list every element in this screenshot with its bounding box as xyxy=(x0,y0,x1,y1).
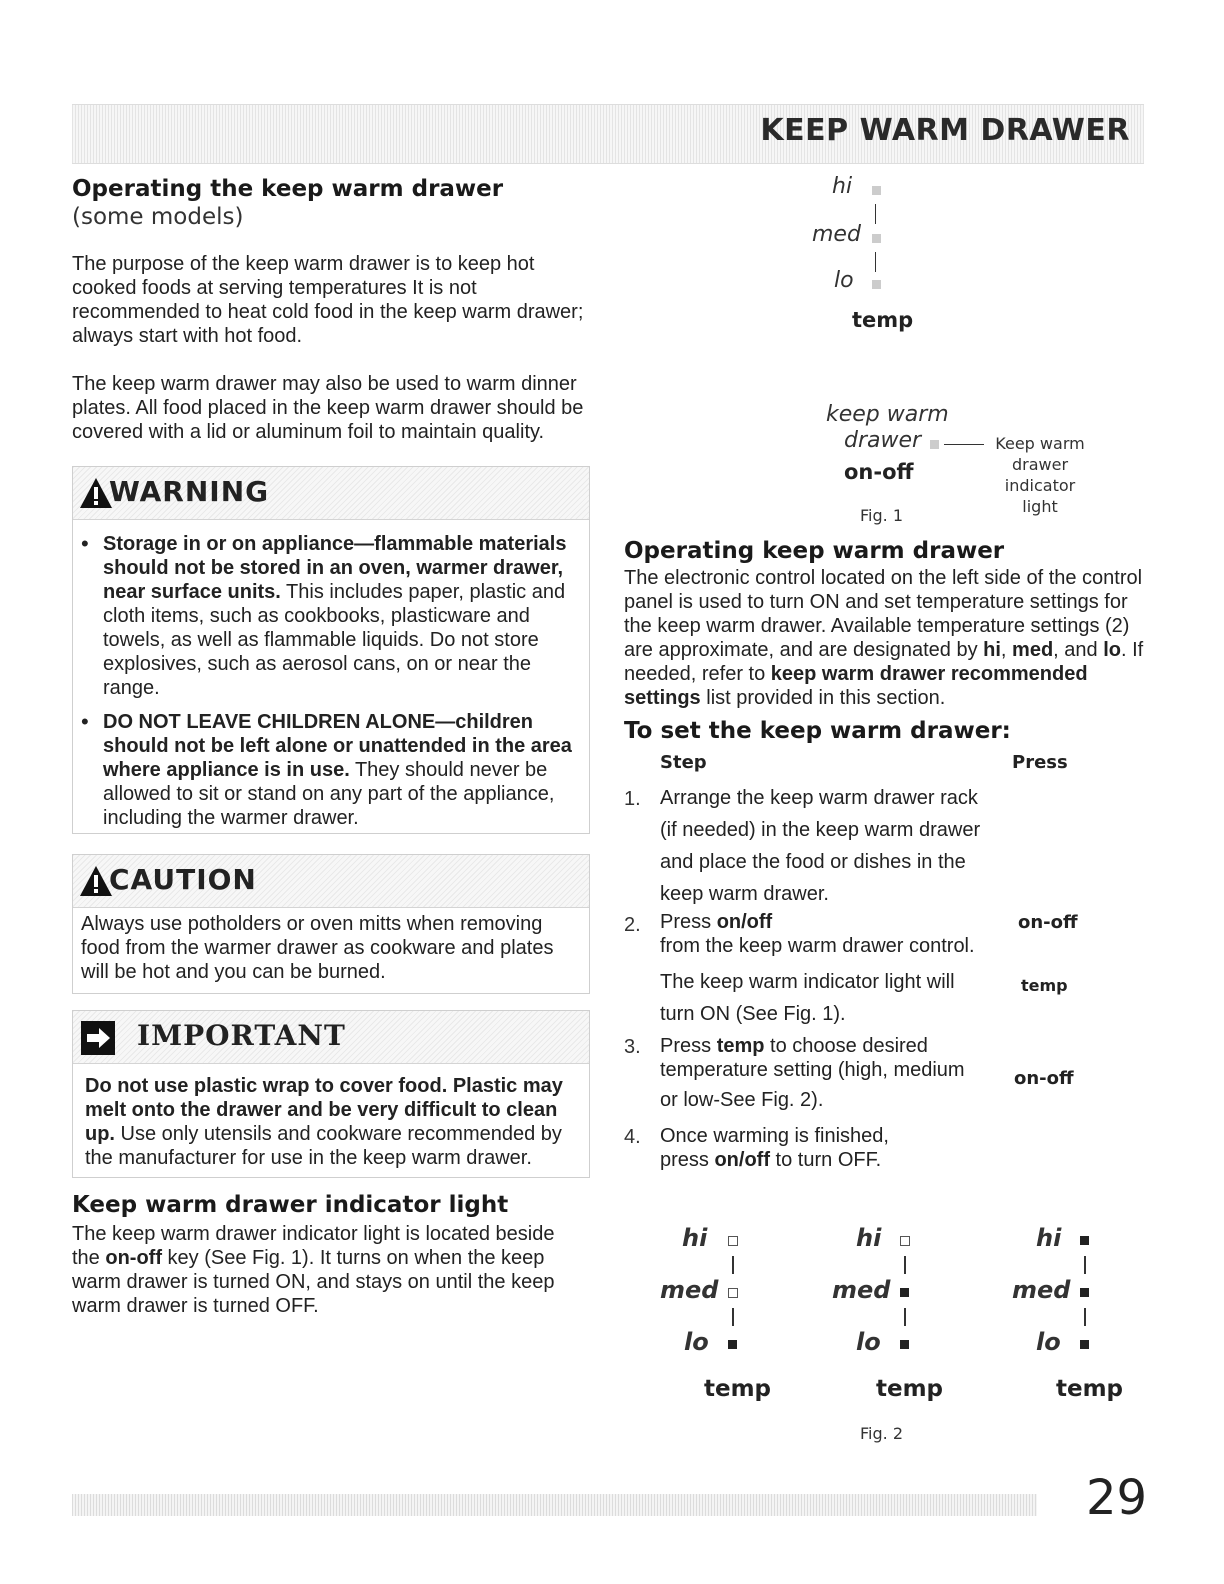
header-bar xyxy=(72,104,1144,164)
operating-section xyxy=(72,176,587,444)
caution-box xyxy=(72,854,590,994)
step-2-line-2: from the keep warm drawer control. xyxy=(660,935,975,957)
step-4-post: to turn OFF. xyxy=(770,1149,882,1171)
fig2-hi-light xyxy=(1080,1236,1089,1245)
op-drawer-med: med xyxy=(1012,639,1054,661)
figure-1 xyxy=(620,170,1140,530)
indicator-text-2: key (See Fig. 1). It turns on when the keep warm drawer is turned ON, and stays on until the keep warm drawer is turned OFF. xyxy=(72,1247,555,1317)
fig1-callout-line xyxy=(944,444,984,445)
fig1-med-label: med xyxy=(812,222,861,247)
fig2-panel-high xyxy=(992,1210,1132,1410)
fig2-lo-light xyxy=(900,1340,909,1349)
warning-header xyxy=(73,467,589,520)
step-4-line-2 xyxy=(660,1148,990,1172)
fig2-panel-low xyxy=(640,1210,780,1410)
fig2-temp-key: temp xyxy=(876,1376,944,1402)
press-step-2-temp: temp xyxy=(1021,976,1068,995)
fig2-panel-med xyxy=(812,1210,952,1410)
op-drawer-text xyxy=(624,566,1144,710)
warning-item xyxy=(73,710,589,830)
fig2-connector xyxy=(1084,1256,1086,1274)
fig1-callout: Keep warm drawer indicator light xyxy=(995,434,1085,516)
fig2-hi-light xyxy=(728,1236,738,1246)
indicator-key: on-off xyxy=(105,1247,162,1269)
fig1-temp-key: temp xyxy=(852,308,914,332)
indicator-title: Keep warm drawer indicator light xyxy=(72,1192,509,1218)
operating-subtitle: (some models) xyxy=(72,204,244,230)
step-3-text: to choose desired temperature setting (high, medium xyxy=(660,1035,965,1081)
important-box xyxy=(72,1010,590,1178)
press-step-3: on-off xyxy=(1014,1068,1074,1089)
fig1-lo-label: lo xyxy=(834,268,854,293)
fig2-connector xyxy=(904,1308,906,1326)
step-3-pre: Press xyxy=(660,1035,717,1057)
step-2-key: on/off xyxy=(716,911,773,933)
warning-item-2-bold: DO NOT LEAVE CHILDREN ALONE—children should not be left alone or unattended in the area where appliance is in use. xyxy=(103,711,572,781)
important-bold: Do not use plastic wrap to cover food. Plastic may melt onto the drawer and be very difficult to clean up. xyxy=(85,1075,563,1145)
step-2-line-3: The keep warm indicator light will turn ON (See Fig. 1). xyxy=(660,971,955,1025)
fig2-lo-light xyxy=(728,1340,737,1349)
figure-2 xyxy=(640,1210,1140,1450)
step-4-pre: press xyxy=(660,1149,715,1171)
op-drawer-lo: lo xyxy=(1103,639,1121,661)
indicator-text-1: The keep warm drawer indicator light is located beside the xyxy=(72,1223,555,1269)
fig2-connector xyxy=(732,1308,734,1326)
fig1-caption: Fig. 1 xyxy=(860,506,903,525)
fig2-connector xyxy=(732,1256,734,1274)
fig2-hi-label: hi xyxy=(682,1224,708,1252)
op-drawer-ref: keep warm drawer recommended settings xyxy=(624,663,1088,709)
op-drawer-title: Operating keep warm drawer xyxy=(624,538,1005,564)
fig2-caption: Fig. 2 xyxy=(860,1424,903,1443)
fig2-med-label: med xyxy=(832,1276,891,1304)
fig1-med-light xyxy=(872,234,881,243)
caution-header xyxy=(73,855,589,908)
step-2-number: 2. xyxy=(624,914,641,936)
important-text xyxy=(73,1064,589,1170)
step-1-number: 1. xyxy=(624,788,641,810)
step-3-number: 3. xyxy=(624,1036,641,1058)
step-header: Step xyxy=(660,752,707,773)
fig2-lo-label: lo xyxy=(684,1328,709,1356)
op-drawer-text-2: . If needed, refer to xyxy=(624,639,1144,685)
press-step-2: on-off xyxy=(1018,912,1078,933)
warning-icon xyxy=(79,477,113,509)
warning-list xyxy=(73,532,589,830)
set-drawer-title: To set the keep warm drawer: xyxy=(624,718,1011,744)
footer-bar xyxy=(72,1494,1037,1516)
page-number: 29 xyxy=(1086,1470,1148,1526)
indicator-section xyxy=(72,1192,587,1318)
page-title: KEEP WARM DRAWER xyxy=(760,113,1130,148)
op-drawer-sep-1: , xyxy=(1000,639,1013,661)
step-3-key: temp xyxy=(716,1035,765,1057)
caution-label: CAUTION xyxy=(109,863,257,896)
op-drawer-sep-2: , and xyxy=(1053,639,1104,661)
step-4-key: on/off xyxy=(714,1149,770,1171)
fig2-med-label: med xyxy=(660,1276,719,1304)
fig2-med-light xyxy=(1080,1288,1089,1297)
fig1-indicator-light xyxy=(930,440,939,449)
warning-label: WARNING xyxy=(109,475,270,508)
press-header: Press xyxy=(1012,752,1068,773)
caution-icon xyxy=(79,865,113,897)
step-3-line-1 xyxy=(660,1034,990,1082)
step-4-number: 4. xyxy=(624,1126,641,1148)
arrow-right-icon xyxy=(81,1021,115,1055)
fig2-med-label: med xyxy=(1012,1276,1071,1304)
fig1-onoff-key: on-off xyxy=(844,460,914,484)
fig1-drawer-label: drawer xyxy=(844,428,922,453)
warning-item-1-bold: Storage in or on appliance—flammable materials should not be stored in an oven, warmer drawer, near surface units. xyxy=(103,533,567,603)
step-2-pre: Press xyxy=(660,911,717,933)
warning-item-2-text: They should never be allowed to sit or stand on any part of the appliance, including the warmer drawer. xyxy=(103,759,555,829)
fig1-connector xyxy=(875,252,876,272)
fig2-hi-label: hi xyxy=(1036,1224,1062,1252)
fig1-connector xyxy=(875,204,876,224)
fig2-connector xyxy=(904,1256,906,1274)
important-header xyxy=(73,1011,589,1064)
fig1-hi-light xyxy=(872,186,881,195)
fig2-med-light xyxy=(728,1288,738,1298)
op-drawer-text-1: The electronic control located on the left side of the control panel is used to turn ON and set temperature settings for the keep warm drawer. Available temperature settings (2) are approximate, and are designated by xyxy=(624,567,1143,661)
important-rest: Use only utensils and cookware recommended by the manufacturer for use in the keep warm drawer. xyxy=(85,1123,562,1169)
fig1-lo-light xyxy=(872,280,881,289)
fig2-temp-key: temp xyxy=(704,1376,772,1402)
set-drawer-section xyxy=(624,718,1144,1188)
fig2-lo-light xyxy=(1080,1340,1089,1349)
warning-box xyxy=(72,466,590,834)
fig2-lo-label: lo xyxy=(1036,1328,1061,1356)
operating-para-2: The keep warm drawer may also be used to warm dinner plates. All food placed in the keep warm drawer should be covered with a lid or aluminum foil to maintain quality. xyxy=(72,373,584,443)
fig2-temp-key: temp xyxy=(1056,1376,1124,1402)
op-drawer-text-3: list provided in this section. xyxy=(700,687,946,709)
op-drawer-section xyxy=(624,538,1144,710)
fig2-connector xyxy=(1084,1308,1086,1326)
step-4-line-1: Once warming is finished, xyxy=(660,1125,889,1147)
caution-text: Always use potholders or oven mitts when removing food from the warmer drawer as cookware and plates will be hot and you can be burned. xyxy=(81,913,554,983)
fig2-hi-label: hi xyxy=(856,1224,882,1252)
indicator-text xyxy=(72,1222,587,1318)
operating-para-1: The purpose of the keep warm drawer is to keep hot cooked foods at serving temperatures It is not recommended to heat cold food in the keep warm drawer; always start with hot food. xyxy=(72,253,584,347)
step-1-text: Arrange the keep warm drawer rack (if needed) in the keep warm drawer and place the food or dishes in the keep warm drawer. xyxy=(660,787,981,905)
warning-item-1-text: This includes paper, plastic and cloth items, such as cookbooks, plasticware and towels, as well as flammable liquids. Do not store explosives, such as aerosol cans, on or near the range. xyxy=(103,581,566,699)
fig2-lo-label: lo xyxy=(856,1328,881,1356)
warning-item xyxy=(73,532,589,700)
important-label: IMPORTANT xyxy=(137,1019,346,1052)
fig2-med-light xyxy=(900,1288,909,1297)
operating-title: Operating the keep warm drawer xyxy=(72,176,504,202)
step-3-line-2: or low-See Fig. 2). xyxy=(660,1089,824,1111)
step-2-line-1 xyxy=(660,910,1000,934)
fig2-hi-light xyxy=(900,1236,910,1246)
fig1-keep-warm-label: keep warm xyxy=(826,402,949,427)
fig1-hi-label: hi xyxy=(832,174,853,199)
op-drawer-hi: hi xyxy=(983,639,1001,661)
